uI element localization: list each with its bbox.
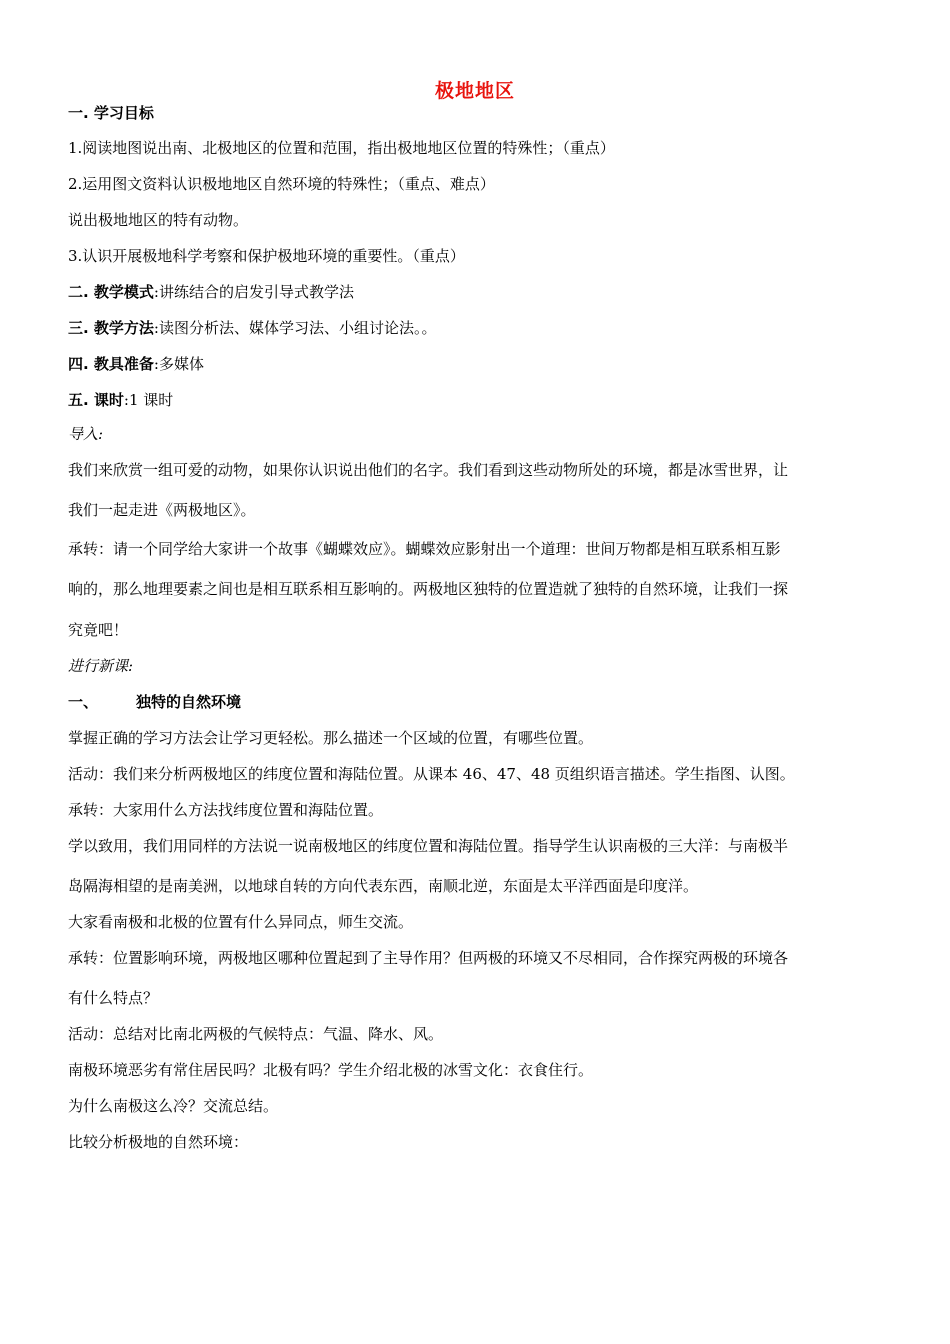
objective-3: 3.认识开展极地科学考察和保护极地环境的重要性。（重点） (68, 247, 465, 265)
teaching-tools-label: 四. 教具准备 (68, 355, 154, 373)
teaching-mode (68, 282, 888, 302)
teaching-methods-value: :读图分析法、媒体学习法、小组讨论法。。 (153, 319, 437, 337)
class-hours (68, 390, 888, 410)
new-lesson-label: 进行新课: (68, 657, 134, 675)
lesson-line-8: 有什么特点？ (68, 989, 159, 1007)
intro-paragraph-1-line-2: 我们一起走进《两极地区》。 (68, 501, 256, 519)
lesson-line-10: 南极环境恶劣有常住居民吗？北极有吗？学生介绍北极的冰雪文化：衣食住行。 (68, 1061, 594, 1079)
teaching-methods (68, 318, 888, 338)
lesson-line-12: 比较分析极地的自然环境： (68, 1133, 249, 1151)
lesson-line-1: 掌握正确的学习方法会让学习更轻松。那么描述一个区域的位置，有哪些位置。 (68, 729, 594, 747)
objective-2-extra: 说出极地地区的特有动物。 (68, 211, 249, 229)
teaching-mode-value: :讲练结合的启发引导式教学法 (153, 283, 354, 301)
section-1-title: 独特的自然环境 (136, 693, 242, 711)
intro-paragraph-1-line-1: 我们来欣赏一组可爱的动物，如果你认识说出他们的名字。我们看到这些动物所处的环境，都是冰雪世界，让 (68, 461, 789, 479)
class-hours-label: 五. 课时 (68, 391, 124, 409)
intro-label: 导入: (68, 425, 104, 443)
lesson-line-2: 活动：我们来分析两极地区的纬度位置和海陆位置。从课本 46、47、48 页组织语言描述。学生指图、认图。 (68, 765, 795, 783)
teaching-tools (68, 354, 888, 374)
lesson-line-4: 学以致用，我们用同样的方法说一说南极地区的纬度位置和海陆位置。指导学生认识南极的三大洋：与南极半 (68, 837, 789, 855)
objective-2: 2.运用图文资料认识极地地区自然环境的特殊性；（重点、难点） (68, 175, 495, 193)
teaching-mode-label: 二. 教学模式 (68, 283, 154, 301)
lesson-line-11: 为什么南极这么冷？交流总结。 (68, 1097, 279, 1115)
section-1-heading (68, 692, 888, 712)
lesson-line-6: 大家看南极和北极的位置有什么异同点，师生交流。 (68, 913, 414, 931)
intro-paragraph-2-line-2: 响的，那么地理要素之间也是相互联系相互影响的。两极地区独特的位置造就了独特的自然环境，让我们一探 (68, 580, 789, 598)
objectives-heading: 一. 学习目标 (68, 104, 154, 122)
class-hours-value: :1 课时 (123, 391, 174, 409)
lesson-line-5: 岛隔海相望的是南美洲，以地球自转的方向代表东西，南顺北逆，东面是太平洋西面是印度洋。 (68, 877, 699, 895)
lesson-line-7: 承转：位置影响环境，两极地区哪种位置起到了主导作用？但两极的环境又不尽相同，合作探究两极的环境各 (68, 949, 789, 967)
teaching-methods-label: 三. 教学方法 (68, 319, 154, 337)
section-1-number: 一、 (68, 693, 99, 711)
lesson-line-3: 承转：大家用什么方法找纬度位置和海陆位置。 (68, 801, 384, 819)
intro-paragraph-2-line-3: 究竟吧！ (68, 621, 129, 639)
teaching-tools-value: :多媒体 (153, 355, 204, 373)
intro-paragraph-2-line-1: 承转：请一个同学给大家讲一个故事《蝴蝶效应》。蝴蝶效应影射出一个道理：世间万物都是相互联系相互影 (68, 540, 781, 558)
page-title: 极地地区 (434, 80, 515, 102)
lesson-line-9: 活动：总结对比南北两极的气候特点：气温、降水、风。 (68, 1025, 444, 1043)
objective-1: 1.阅读地图说出南、北极地区的位置和范围，指出极地地区位置的特殊性；（重点） (68, 139, 615, 157)
